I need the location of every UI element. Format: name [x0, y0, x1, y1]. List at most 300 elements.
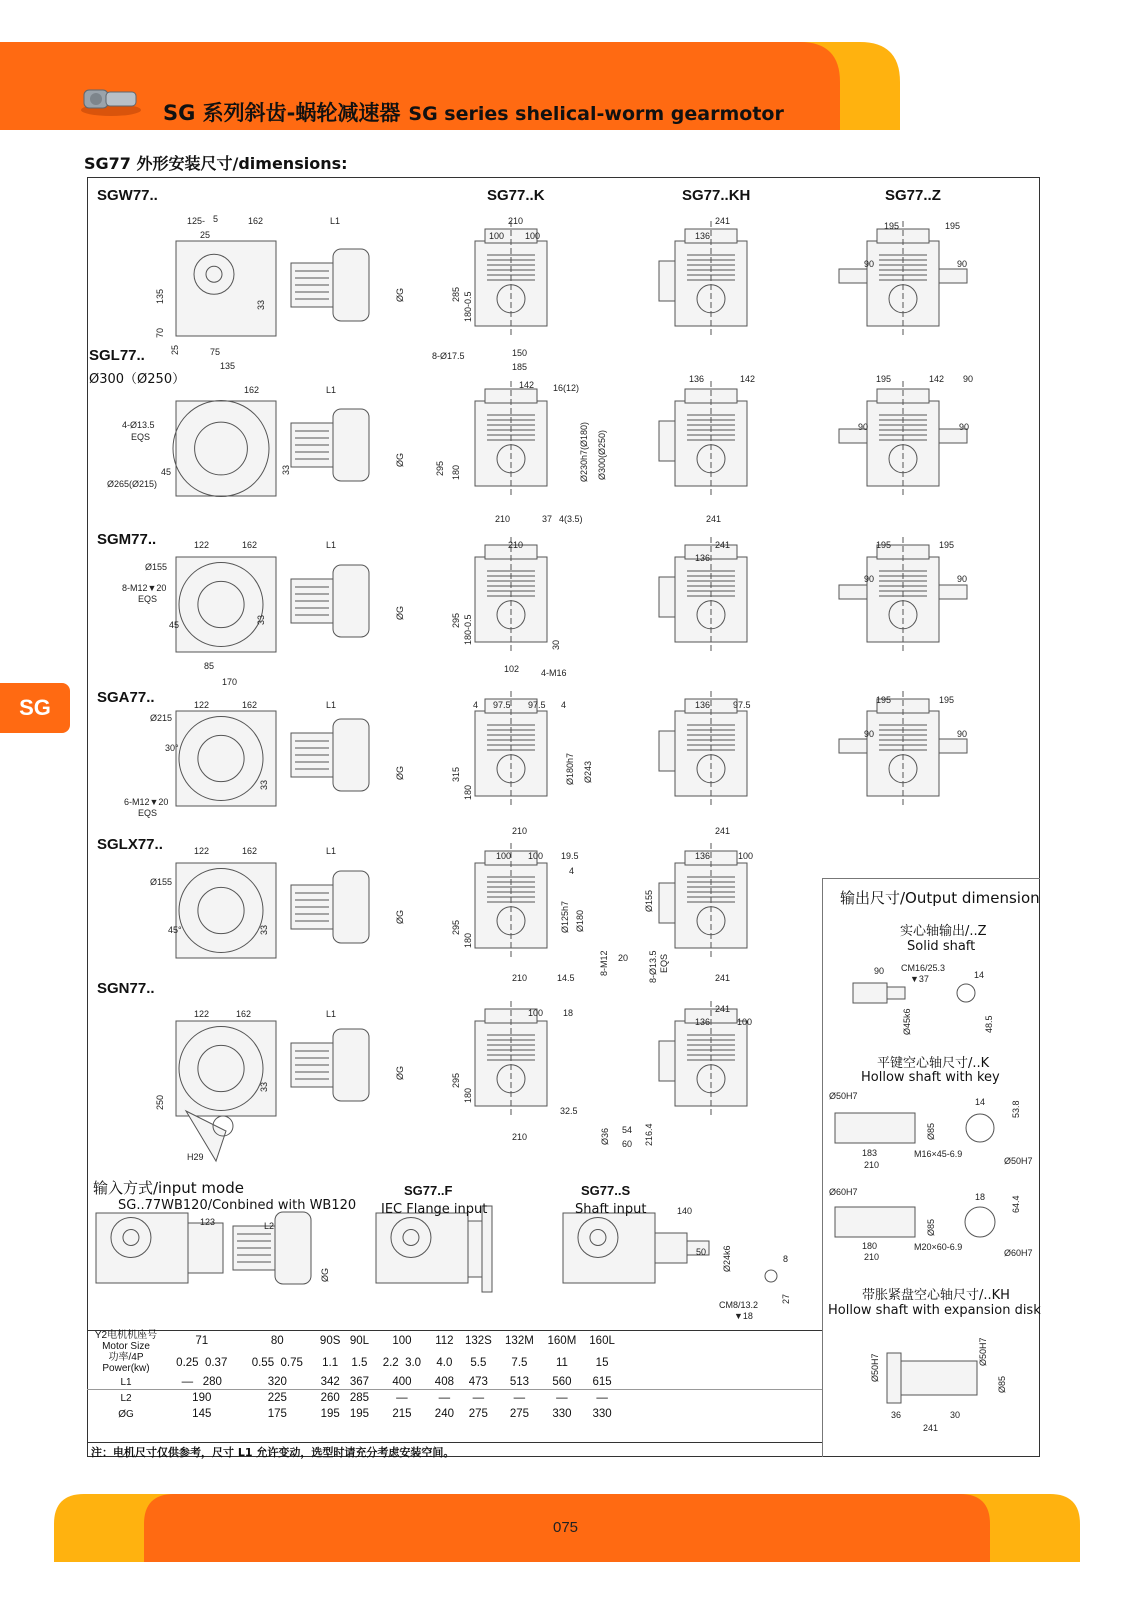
power-cell: 0.25 0.37: [176, 1357, 228, 1369]
dim-k1-7: 150: [512, 348, 528, 358]
row5-kh-disk: [659, 883, 675, 923]
dim-a-top-3: L1: [326, 700, 337, 710]
dim-m-left-7: 33: [256, 614, 266, 625]
wb-dim-2: L2: [264, 1221, 275, 1231]
dim-k3-6: 4-M16: [541, 668, 567, 678]
s-dim-6: CM8/13.2: [719, 1300, 759, 1310]
dim-n-left-4: ØG: [395, 1065, 405, 1080]
l1-cell: 615: [592, 1376, 612, 1388]
dim-k4-4: 4: [561, 700, 567, 710]
dim-kh1-1: 241: [715, 216, 731, 226]
key2-dim-1: 18: [975, 1192, 986, 1202]
dim-k6-5: 210: [512, 1132, 528, 1142]
solid-shaft-title-cn: 实心轴输出/..Z: [900, 924, 987, 939]
l1-cell: 400: [392, 1376, 412, 1388]
f-flange-plate: [482, 1206, 492, 1292]
og-cell: 215: [392, 1408, 412, 1420]
dim-z3-1: 195: [876, 540, 892, 550]
dim-m-top-2: 162: [242, 540, 258, 550]
dim-a-left-2: 30°: [165, 743, 179, 753]
dim-w-top-4: L1: [330, 216, 341, 226]
dim-w-side-4: 33: [256, 299, 266, 310]
wb-dim-3: ØG: [320, 1267, 330, 1282]
l1-cell-empty: [621, 1374, 821, 1390]
l2-cell: —: [556, 1392, 568, 1404]
dim-n-top-3: L1: [326, 1009, 337, 1019]
disk-dim-5: 30: [950, 1410, 961, 1420]
size-header: Y2电机机座号 Motor Size: [94, 1330, 158, 1352]
dim-k2-3: 295: [435, 460, 445, 476]
f-title: SG77..F: [404, 1183, 453, 1198]
dim-k5-4: 4: [569, 866, 575, 876]
dim-w-side-2: 70: [155, 327, 165, 338]
expansion-disk-title-en: Hollow shaft with expansion disk: [828, 1303, 1041, 1318]
dim-k2-6: Ø300(Ø250): [597, 429, 607, 480]
dim-k1-3: 100: [525, 231, 541, 241]
solid-dim-4: 14: [974, 970, 985, 980]
disk-dim-3: Ø85: [997, 1375, 1007, 1393]
row1-z-shaft-left: [839, 269, 867, 283]
solid-dim-3: ▼37: [910, 974, 929, 984]
dim-w-side-1: 135: [155, 288, 165, 304]
row3-motor-fan-cover: [333, 565, 369, 637]
key1-dim-7: Ø50H7: [1004, 1156, 1033, 1166]
l2-cell: —: [513, 1392, 526, 1404]
og-cell: 145: [192, 1408, 212, 1420]
f-flange: [468, 1221, 482, 1277]
row4-motor-fan-cover: [333, 719, 369, 791]
dim-k1-2: 100: [489, 231, 505, 241]
og-cell: 275: [468, 1408, 488, 1420]
motor-table: [88, 1330, 821, 1422]
dim-k4-8: Ø243: [583, 760, 593, 783]
col-label-k: SG77..K: [487, 187, 545, 204]
dim-m-left-8: ØG: [395, 605, 405, 620]
f-caption: IEC Flange input: [381, 1202, 488, 1217]
power-cell: 15: [595, 1357, 609, 1369]
s-dim-2: 50: [696, 1247, 707, 1257]
dim-n-top-1: 122: [194, 1009, 210, 1019]
dim-k3-3: 180-0.5: [463, 614, 473, 645]
power-cell: 4.0: [436, 1357, 453, 1369]
l2-cell: 190: [192, 1392, 212, 1404]
row1-z-shaft-right: [939, 269, 967, 283]
dim-kh3-1: 241: [715, 540, 731, 550]
row6-side-body: [176, 1021, 276, 1116]
l2-cell: —: [596, 1392, 608, 1404]
dim-k3-4: 30: [551, 639, 561, 650]
dim-z2-1: 195: [876, 374, 892, 384]
og-cell-empty: [621, 1406, 821, 1422]
dim-kh3-2: 136: [695, 553, 711, 563]
dim-m-left-2: 8-M12▼20: [122, 583, 167, 593]
dim-k5-9: 210: [512, 973, 528, 983]
dim-a-top-2: 162: [242, 700, 258, 710]
dim-kh4-2: 97.5: [733, 700, 751, 710]
dim-lx-left-4: ØG: [395, 909, 405, 924]
row-label-sglx77: SGLX77..: [97, 836, 163, 853]
hollow-key-d2: Ø60H7: [829, 1187, 858, 1197]
l1-cell: 342: [320, 1376, 340, 1388]
s-dim-4: 8: [783, 1254, 789, 1264]
dim-k2-4: 180: [451, 464, 461, 480]
dim-kh2-1: 136: [689, 374, 705, 384]
dim-k5-14: 8-Ø13.5: [648, 950, 658, 983]
size-cell: 71: [195, 1335, 209, 1347]
dim-w-top-2: 5: [213, 214, 219, 224]
s-input-body: [563, 1213, 655, 1283]
solid-shaft-title-en: Solid shaft: [907, 939, 976, 954]
dim-m-left-5: 85: [204, 661, 215, 671]
dim-lx-top-2: 162: [242, 846, 258, 856]
dim-w-bottom-1: 75: [210, 347, 221, 357]
size-cell-empty: [621, 1330, 821, 1352]
dim-z2-3: 90: [963, 374, 974, 384]
s-shaft-section: [765, 1270, 777, 1282]
dim-z4-4: 90: [957, 729, 968, 739]
row-label-sgl77: SGL77..: [89, 347, 145, 364]
dim-m-left-6: 170: [222, 677, 238, 687]
row4-z-shaft-right: [939, 739, 967, 753]
wb-dim-1: 123: [200, 1217, 216, 1227]
dim-k5-8: Ø180: [575, 909, 585, 932]
dim-z1-3: 90: [864, 259, 875, 269]
dim-a-left-4: EQS: [138, 808, 158, 818]
l1-cell: 513: [509, 1376, 530, 1388]
dim-z4-3: 90: [864, 729, 875, 739]
power-cell: 1.1: [322, 1357, 339, 1369]
size-cell: 80: [270, 1335, 284, 1347]
key2-dim-5: Ø85: [926, 1218, 936, 1236]
size-cell: 100: [392, 1335, 412, 1347]
section-title: SG77 外形安装尺寸/dimensions:: [84, 154, 348, 173]
key1-dim-4: 210: [864, 1160, 880, 1170]
key2-dim-3: 180: [862, 1241, 878, 1251]
dim-z3-3: 90: [864, 574, 875, 584]
row3-z-shaft-right: [939, 585, 967, 599]
key1-dim-2: 53.8: [1011, 1100, 1021, 1118]
dim-m-left-3: EQS: [138, 594, 158, 604]
og-cell: 330: [552, 1408, 572, 1420]
dim-k5-2: 100: [528, 851, 544, 861]
s-dim-1: 140: [677, 1206, 693, 1216]
dim-k1-4: 285: [451, 286, 461, 302]
dim-m-left-1: Ø155: [145, 562, 168, 572]
input-mode-title: 输入方式/input mode: [93, 1179, 244, 1197]
dim-lx-left-3: 33: [259, 924, 269, 935]
dim-l-left-6: ØG: [395, 452, 405, 467]
dim-k5-6: 180: [463, 932, 473, 948]
disk-dim-2: Ø50H7: [978, 1337, 988, 1366]
l1-cell: 560: [552, 1376, 572, 1388]
l1-cell: — 280: [181, 1376, 222, 1388]
col-label-z: SG77..Z: [885, 187, 941, 204]
l1-cell: 473: [468, 1376, 488, 1388]
dim-n-top-2: 162: [236, 1009, 252, 1019]
dim-k4-3: 97.5: [528, 700, 546, 710]
og-cell: 330: [592, 1408, 612, 1420]
dim-k4-6: 180: [463, 784, 473, 800]
power-header: 功率/4P Power(kw): [102, 1352, 150, 1374]
dim-l-top-2: L1: [326, 385, 337, 395]
dim-k5-13: Ø155: [644, 889, 654, 912]
gearmotor-logo-icon: [80, 80, 142, 118]
dim-m-top-3: L1: [326, 540, 337, 550]
table-row-size: [88, 1330, 821, 1352]
dim-k5-1: 100: [496, 851, 512, 861]
key1-dim-3: 183: [862, 1148, 878, 1158]
og-header: ØG: [118, 1408, 134, 1420]
dim-w-side-5: ØG: [395, 287, 405, 302]
row2-motor-fan-cover: [333, 409, 369, 481]
row6-kh-disk: [659, 1041, 675, 1081]
title-en: SG series shelical-worm gearmotor: [408, 103, 784, 125]
dim-k4-2: 97.5: [493, 700, 511, 710]
row1-motor-fan-cover: [333, 249, 369, 321]
dim-a-top-1: 122: [194, 700, 210, 710]
dim-z3-4: 90: [957, 574, 968, 584]
dim-k3-5: 102: [504, 664, 520, 674]
size-cell: 160L: [589, 1335, 615, 1347]
row-label-sgw77: SGW77..: [97, 187, 158, 204]
dim-k1-6: 8-Ø17.5: [432, 351, 465, 361]
dim-lx-top-1: 122: [194, 846, 210, 856]
dim-k6-1: 100: [528, 1008, 544, 1018]
size-cell: 132S: [464, 1335, 492, 1347]
dim-k5-3: 19.5: [561, 851, 579, 861]
dim-l-left-3: 45: [161, 467, 172, 477]
table-row-l1: [88, 1374, 821, 1390]
key1-dim-6: M16×45-6.9: [914, 1149, 963, 1159]
dim-k4-7: Ø180h7: [565, 752, 575, 785]
power-cell: 0.55 0.75: [251, 1357, 303, 1369]
size-cell: 90L: [349, 1335, 370, 1347]
l2-cell: 260: [320, 1392, 340, 1404]
dim-l-left-4: Ø265(Ø215): [107, 479, 158, 489]
dim-k5-12: 20: [618, 953, 629, 963]
key2-dim-7: Ø60H7: [1004, 1248, 1033, 1258]
row3-z-shaft-left: [839, 585, 867, 599]
key1-dim-1: 14: [975, 1097, 986, 1107]
s-dim-7: ▼18: [734, 1311, 753, 1321]
dim-k3-1: 210: [508, 540, 524, 550]
dim-w-top-1: 125-: [187, 216, 206, 226]
dim-k5-7: Ø125h7: [560, 900, 570, 933]
dim-n-left-1: 250: [155, 1094, 165, 1110]
dim-z4-2: 195: [939, 695, 955, 705]
row-label-sgn77: SGN77..: [97, 980, 155, 997]
dim-a-left-1: Ø215: [150, 713, 173, 723]
side-tab-sg[interactable]: SG: [0, 683, 70, 733]
dim-k1-5: 180-0.5: [463, 291, 473, 322]
row3-kh-disk: [659, 577, 675, 617]
size-cell: 90S: [319, 1335, 341, 1347]
page-number: 075: [552, 1519, 579, 1536]
l2-cell: 285: [349, 1392, 370, 1404]
row1-kh-disk: [659, 261, 675, 301]
row4-side-body: [176, 711, 276, 806]
dim-k5-15: EQS: [659, 953, 669, 973]
expansion-disk-title-cn: 带胀紧盘空心轴尺寸/..KH: [862, 1288, 1010, 1303]
dim-kh5-2: 100: [738, 851, 754, 861]
dim-k2-9: 4(3.5): [559, 514, 583, 524]
header-banner: [0, 42, 908, 130]
row-label-sga77: SGA77..: [97, 689, 155, 706]
hollow-key-d1: Ø50H7: [829, 1091, 858, 1101]
power-cell: 7.5: [511, 1357, 528, 1369]
row2-kh-disk: [659, 421, 675, 461]
dim-z3-2: 195: [939, 540, 955, 550]
l2-cell: —: [438, 1392, 451, 1404]
l1-cell: 320: [267, 1376, 287, 1388]
row1-side-body: [176, 241, 276, 336]
wb-reducer: [188, 1223, 223, 1273]
wb-motor-fan-cover: [275, 1212, 311, 1284]
disk-dim-1: Ø50H7: [870, 1353, 880, 1382]
dim-w-side-3: 25: [170, 344, 180, 355]
solid-dim-1: 90: [874, 966, 885, 976]
disk-dim-4: 36: [891, 1410, 902, 1420]
dim-k2-1: 142: [519, 380, 535, 390]
power-cell: 5.5: [470, 1357, 487, 1369]
dim-kh5-3: 241: [715, 973, 731, 983]
key2-dim-2: 64.4: [1011, 1195, 1021, 1213]
dim-k5-10: 14.5: [557, 973, 575, 983]
disk-dim-6: 241: [923, 1423, 939, 1433]
col-label-kh: SG77..KH: [682, 187, 751, 204]
size-cell: 132M: [505, 1335, 534, 1347]
dim-z2-5: 90: [959, 422, 970, 432]
og-cell: 175: [267, 1408, 287, 1420]
dim-m-top-1: 122: [194, 540, 210, 550]
power-cell-empty: [621, 1352, 821, 1374]
dim-n-left-3: 33: [259, 1081, 269, 1092]
row5-motor-fan-cover: [333, 871, 369, 943]
wb-body: [96, 1213, 188, 1283]
hollow-key-title-en: Hollow shaft with key: [861, 1070, 1000, 1085]
s-dim-3: Ø24k6: [722, 1245, 732, 1272]
dim-k3-2: 295: [451, 612, 461, 628]
l2-cell: 225: [267, 1392, 287, 1404]
hollow-key-title-cn: 平键空心轴尺寸/..K: [877, 1056, 990, 1071]
dim-k4-1: 4: [473, 700, 479, 710]
dim-k2-2: 16(12): [553, 383, 580, 393]
dim-k6-7: Ø36: [600, 1127, 610, 1145]
row4-kh-disk: [659, 731, 675, 771]
dim-w-top-3: 162: [248, 216, 264, 226]
dim-lx-top-3: L1: [326, 846, 337, 856]
row3-side-body: [176, 557, 276, 652]
dim-kh6-2: 136: [695, 1017, 711, 1027]
dim-kh6-1: 241: [715, 1004, 731, 1014]
dim-a-left-3: 6-M12▼20: [124, 797, 169, 807]
dim-k6-8: 54: [622, 1125, 633, 1135]
dim-z4-1: 195: [876, 695, 892, 705]
dim-z2-2: 142: [929, 374, 945, 384]
l1-cell: 367: [349, 1376, 370, 1388]
dim-z2-4: 90: [858, 422, 869, 432]
dim-z1-1: 195: [884, 221, 900, 231]
dim-lx-left-2: 45°: [168, 925, 182, 935]
s-title: SG77..S: [581, 1183, 631, 1198]
dim-l-left-5: 33: [281, 464, 291, 475]
dim-n-left-2: H29: [187, 1152, 204, 1162]
key2-dim-6: M20×60-6.9: [914, 1242, 963, 1252]
row4-z-shaft-left: [839, 739, 867, 753]
dim-w-bottom-2: 135: [220, 361, 236, 371]
dim-k6-4: 180: [463, 1087, 473, 1103]
table-note: 注：电机尺寸仅供参考，尺寸 L1 允许变动，选型时请充分考虑安装空间。: [91, 1446, 455, 1459]
dim-k4-5: 315: [451, 766, 461, 782]
dim-k6-2: 18: [563, 1008, 574, 1018]
dim-k4-9: 210: [512, 826, 528, 836]
dim-k6-9: 60: [622, 1139, 633, 1149]
dim-l-left-1: 4-Ø13.5: [122, 420, 155, 430]
dim-lx-left-1: Ø155: [150, 877, 173, 887]
dim-k2-7: 210: [495, 514, 511, 524]
dim-k6-3: 295: [451, 1072, 461, 1088]
dim-k1-1: 210: [508, 216, 524, 226]
dim-k2-5: Ø230h7(Ø180): [579, 421, 589, 482]
row2-side-body: [176, 401, 276, 496]
solid-dim-5: Ø45k6: [902, 1008, 912, 1035]
row6-motor-fan-cover: [333, 1029, 369, 1101]
dim-kh4-3: 241: [715, 826, 731, 836]
power-cell: 11: [555, 1357, 568, 1369]
l1-header: L1: [120, 1376, 132, 1388]
s-dim-5: 27: [781, 1293, 791, 1304]
dim-kh5-1: 136: [695, 851, 711, 861]
f-input-body: [376, 1213, 468, 1283]
dim-k6-6: 32.5: [560, 1106, 578, 1116]
dim-m-left-4: 45: [169, 620, 180, 630]
dim-k5-5: 295: [451, 919, 461, 935]
wb-caption: SG..77WB120/Conbined with WB120: [118, 1198, 357, 1213]
title-cn: SG 系列斜齿-蜗轮减速器: [163, 101, 401, 125]
dim-a-left-5: 33: [259, 779, 269, 790]
power-cell: 2.2 3.0: [382, 1357, 422, 1369]
dim-l-top-1: 162: [244, 385, 260, 395]
power-cell: 1.5: [351, 1357, 368, 1369]
output-title: 输出尺寸/Output dimension: [840, 889, 1040, 907]
key1-dim-5: Ø85: [926, 1122, 936, 1140]
dim-z1-4: 90: [957, 259, 968, 269]
table-row-og: [88, 1406, 821, 1422]
og-cell: 195: [349, 1408, 370, 1420]
dim-k1-8: 185: [512, 362, 528, 372]
s-caption: Shaft input: [575, 1202, 647, 1217]
dim-z1-2: 195: [945, 221, 961, 231]
dim-l-left-2: EQS: [131, 432, 151, 442]
l2-header: L2: [120, 1392, 132, 1404]
l2-cell-empty: [621, 1390, 821, 1406]
dim-w-top-5: 25: [200, 230, 211, 240]
row-label-sgm77: SGM77..: [97, 531, 157, 548]
og-cell: 275: [509, 1408, 530, 1420]
dim-k5-11: 8-M12: [599, 950, 609, 976]
row-sub-sgl77: Ø300（Ø250）: [89, 372, 186, 387]
dim-kh2-2: 142: [740, 374, 756, 384]
size-cell: 112: [435, 1335, 454, 1347]
dim-k6-10: 216.4: [644, 1123, 654, 1146]
table-row-power: [88, 1352, 821, 1374]
l2-cell: —: [396, 1392, 408, 1404]
og-cell: 240: [434, 1408, 454, 1420]
table-bottom-rule: [87, 1442, 822, 1443]
size-cell: 160M: [547, 1335, 577, 1347]
dim-kh4-1: 136: [695, 700, 711, 710]
l2-cell: —: [472, 1392, 485, 1404]
